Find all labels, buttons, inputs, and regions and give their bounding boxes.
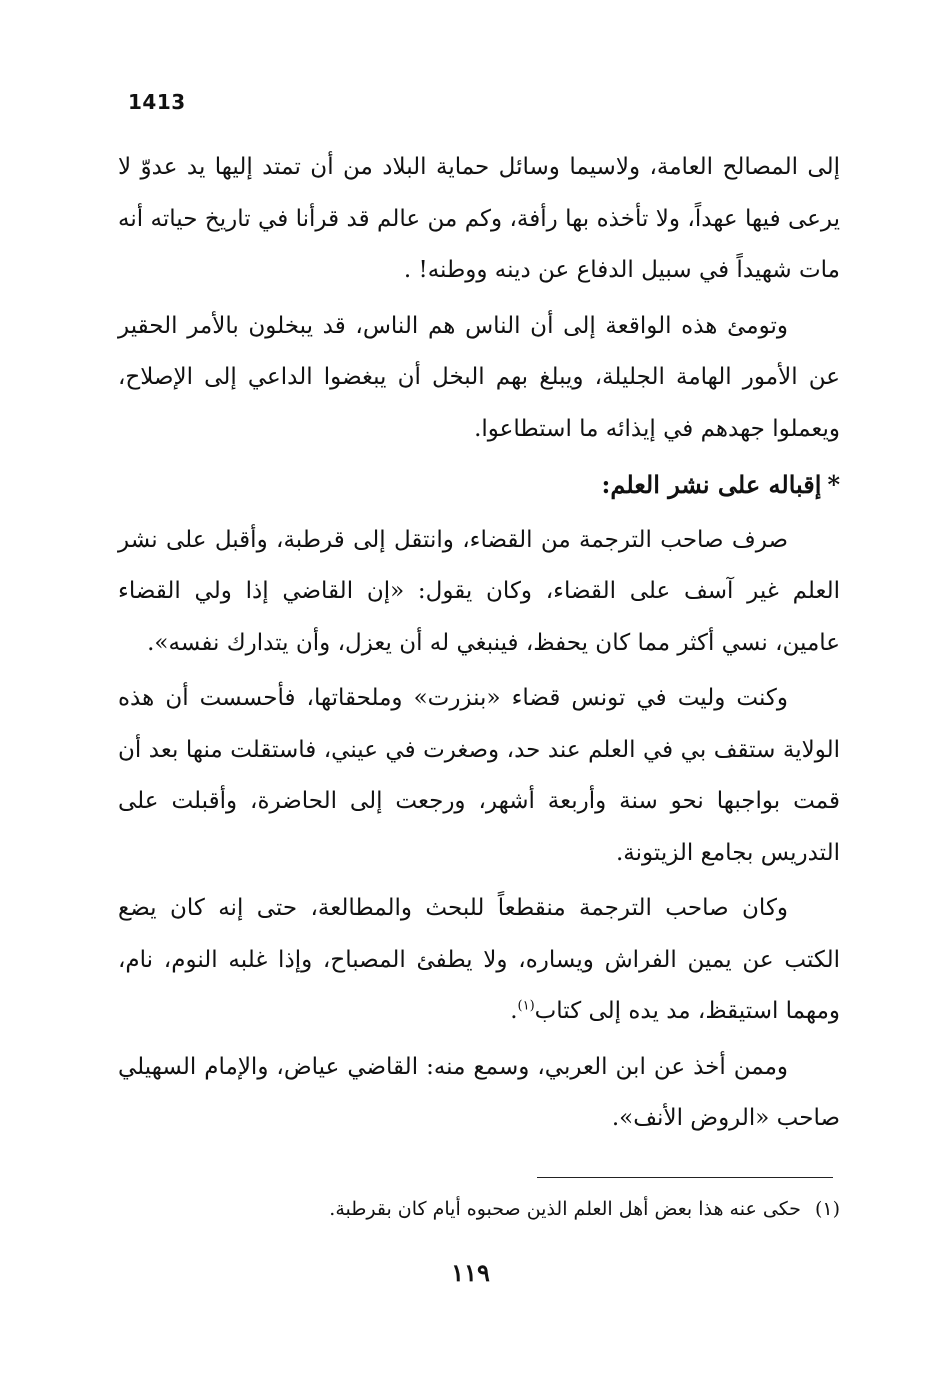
paragraph-text: وكان صاحب الترجمة منقطعاً للبحث والمطالعة، حتى إنه كان يضع الكتب عن يمين الفراش ويساره، ولا يطفئ المصباح، وإذا غلبه النوم، نام، ومهما استيقظ، مد يده إلى كتاب [118, 895, 840, 1024]
paragraph: وكنت وليت في تونس قضاء «بنزرت» وملحقاتها، فأحسست أن هذه الولاية ستقف بي في العلم عند حد، وصغرت في عيني، فاستقلت منها بعد أن قمت بواجبها نحو سنة وأربعة أشهر، ورجعت إلى الحاضرة، وأقبلت على التدريس بجامع الزيتونة. [118, 685, 840, 866]
page-id-top: 1413 [128, 90, 186, 114]
footnote-reference[interactable]: (١) [517, 998, 535, 1014]
footnote [118, 1193, 840, 1225]
paragraph: صرف صاحب الترجمة من القضاء، وانتقل إلى قرطبة، وأقبل على نشر العلم غير آسف على القضاء، وكان يقول: «إن القاضي إذا ولي القضاء عامين، نسي أكثر مما كان يحفظ، فينبغي له أن يعزل، وأن يتدارك نفسه». [118, 526, 840, 656]
paragraph-end: . [510, 998, 518, 1024]
section-heading-text: إقباله على نشر العلم: [601, 470, 822, 499]
page-number: ١١٩ [451, 1258, 490, 1287]
paragraph: إلى المصالح العامة، ولاسيما وسائل حماية البلاد من أن تمتد إليها يد عدوّ لا يرعى فيها عهداً، ولا تأخذه بها رأفة، وكم من عالم قد قرأنا في تاريخ حياته أنه مات شهيداً في سبيل الدفاع عن دينه ووطنه! . [118, 154, 840, 283]
main-text [118, 142, 840, 1149]
star-icon: * [827, 470, 840, 499]
footnote-number: (١) [814, 1198, 840, 1220]
paragraph-with-footnote [118, 883, 840, 1038]
footnote-text: حكى عنه هذا بعض أهل العلم الذين صحبوه أيام كان بقرطبة. [329, 1198, 801, 1220]
paragraph: وتومئ هذه الواقعة إلى أن الناس هم الناس، قد يبخلون بالأمر الحقير عن الأمور الهامة الجليلة، ويبلغ بهم البخل أن يبغضوا الداعي إلى الإصلاح، ويعملوا جهدهم في إيذائه ما استطاعوا. [118, 312, 840, 442]
section-heading [118, 459, 840, 511]
paragraph: وممن أخذ عن ابن العربي، وسمع منه: القاضي عياض، والإمام السهيلي صاحب «الروض الأنف». [118, 1053, 840, 1131]
footnote-divider [537, 1177, 833, 1178]
